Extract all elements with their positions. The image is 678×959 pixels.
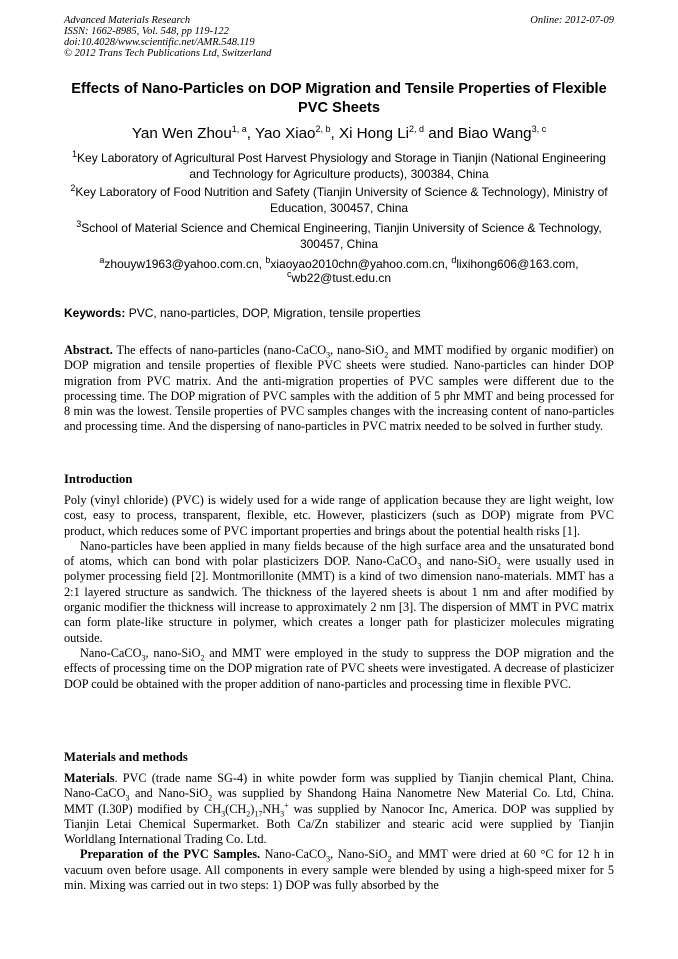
paragraph-text: and Nano-SiO xyxy=(129,786,209,801)
subscript: 2 xyxy=(200,653,205,663)
subsection-label: Materials xyxy=(64,771,115,785)
journal-header xyxy=(64,15,271,59)
affiliation-text: School of Material Science and Chemical Engineering, Tianjin University of Science & Technology, 300457, China xyxy=(81,221,602,251)
author-name: Xi Hong Li xyxy=(338,125,410,142)
subscript: 2 xyxy=(496,561,501,571)
email-list xyxy=(64,257,614,285)
subscript: 3 xyxy=(221,809,226,819)
email-b: xiaoyao2010chn@yahoo.com.cn, xyxy=(270,257,448,271)
subscript: 3 xyxy=(125,793,130,803)
author-conjunction: and xyxy=(428,125,454,142)
doi-line: doi:10.4028/www.scientific.net/AMR.548.119 xyxy=(64,37,255,48)
paragraph xyxy=(64,847,614,893)
email-mark: d xyxy=(451,255,457,265)
paragraph-text: Nano-CaCO xyxy=(260,847,327,862)
paragraph-text: were usually used in polymer processing field [2]. Montmorillonite (MMT) is a kind of two dimension nano-materials. MMT has a 2:1 layered structure as sandwich. The thickness of the layered sheets is about 1 nm and after modified by organic modifier the thickness will increase to approximately 2 nm [3]. The dispersion of MMT in PVC matrix can form plate-like structure in polymer, which creates a longer path for plasticizer molecules migrating outside. xyxy=(64,554,614,645)
paragraph-text: and MMT were dried at 60 °C for 12 h in vacuum oven before usage. All components in every sample were blended by using a high-speed mixer for 5 min. Mixing was carried out in two steps: 1) DOP was fully absorbed by the xyxy=(64,847,615,893)
abstract-text: The effects of nano-particles (nano-CaCO xyxy=(116,343,327,357)
abstract-label: Abstract. xyxy=(64,343,113,357)
keywords-label: Keywords: xyxy=(64,306,126,320)
author-name: Yao Xiao xyxy=(254,125,316,142)
subscript: 3 xyxy=(417,561,422,571)
author-affiliation-mark: 3, c xyxy=(531,123,547,134)
affiliation-text: Key Laboratory of Food Nutrition and Safety (Tianjin University of Science & Technology), Ministry of Education, 300457, China xyxy=(75,185,608,215)
affiliation-number: 2 xyxy=(70,183,76,193)
paragraph xyxy=(64,771,614,847)
subscript: 3 xyxy=(280,809,285,819)
keywords-text: PVC, nano-particles, DOP, Migration, tensile properties xyxy=(128,306,421,320)
abstract-text: , nano-SiO xyxy=(330,343,385,357)
subscript: 3 xyxy=(326,854,331,864)
paragraph-text: was supplied by Nanocor Inc, America. DOP was supplied by Tianjin Letai Chemical Supermarket. Both Ca/Zn stabilizer and stearic acid were supplied by Tianjin Worldlang International Trading Co. Ltd. xyxy=(64,801,614,847)
affiliation-number: 1 xyxy=(72,149,78,159)
paragraph xyxy=(64,646,614,692)
paragraph-text: and nano-SiO xyxy=(421,554,497,569)
author-affiliation-mark: 2, d xyxy=(409,123,425,134)
author-affiliation-mark: 2, b xyxy=(315,123,331,134)
issn-line: ISSN: 1662-8985, Vol. 548, pp 119-122 xyxy=(64,26,229,37)
author-list: Yan Wen Zhou$^{1, a}$, Yao Xiao$^{2, b}$, Xi Hong Li$^{2, d}$ and Biao Wang$^{3, c}$ xyxy=(131,123,547,142)
affiliation-text: Key Laboratory of Agricultural Post Harvest Physiology and Storage in Tianjin (National Engineering and Technology for Agriculture products), 300384, China xyxy=(77,151,606,181)
paragraph-text: NH xyxy=(262,801,281,816)
email-a: zhouyw1963@yahoo.com.cn, xyxy=(104,257,262,271)
email-c: wb22@tust.edu.cn xyxy=(291,271,392,285)
journal-name: Advanced Materials Research xyxy=(64,15,191,26)
author-name: Yan Wen Zhou xyxy=(131,125,232,142)
affiliation-number: 3 xyxy=(76,219,82,229)
affiliation-2 xyxy=(64,184,614,216)
superscript: + xyxy=(284,800,289,810)
paragraph-text: , Nano-SiO xyxy=(330,847,388,862)
email-mark: c xyxy=(286,269,292,279)
paragraph-text: (CH xyxy=(225,801,247,816)
paragraph-text: . PVC (trade name SG-4) in white powder form was supplied by Tianjin chemical Plant, China. Nano-CaCO xyxy=(64,771,614,801)
paragraph-text: , nano-SiO xyxy=(145,645,201,660)
author-name: Biao Wang xyxy=(457,125,532,142)
paragraph-text: Nano-particles have been applied in many fields because of the high surface area and the unsaturated bond of atoms, which can bond with polar plasticizers DOP. Nano-CaCO xyxy=(64,538,614,569)
author-affiliation-mark: 1, a xyxy=(231,123,247,134)
subscript: 3 xyxy=(141,653,146,663)
paragraph: Poly (vinyl chloride) (PVC) is widely used for a wide range of application because they are light weight, low cost, easy to process, transparent, flexible, etc. However, plasticizers (such as DOP) migrate from PVC product, which reduces some of PVC important properties and brings about the potential health risks [1]. xyxy=(64,493,614,538)
paragraph-text: ) xyxy=(250,801,255,816)
keywords xyxy=(64,306,614,320)
methods-body xyxy=(64,771,614,893)
email-d: lixihong606@163.com, xyxy=(456,257,579,271)
paragraph-text: was supplied by Shandong Haina Nanometre New Material Co. Ltd, China. MMT (I.30P) modified by CH xyxy=(64,786,614,816)
methods-heading: Materials and methods xyxy=(64,750,188,764)
subscript: 3 xyxy=(326,350,331,360)
paragraph-text: and MMT were employed in the study to suppress the DOP migration and the effects of processing time on the DOP migration rate of PVC sheets were investigated. A decrease of plasticizer DOP could be obtained with the proper addition of nano-particles and processing time in flexible PVC. xyxy=(64,645,614,691)
subscript: 2 xyxy=(384,350,389,360)
copyright-line: © 2012 Trans Tech Publications Ltd, Switzerland xyxy=(64,48,272,59)
online-date: Online: 2012-07-09 xyxy=(530,15,614,26)
paper-title: Effects of Nano-Particles on DOP Migration and Tensile Properties of Flexible PVC Sheets xyxy=(71,81,607,116)
affiliation-3 xyxy=(64,220,614,252)
affiliation-1 xyxy=(64,150,614,182)
introduction-body xyxy=(64,493,614,692)
subscript: 2 xyxy=(246,809,251,819)
subscript: 2 xyxy=(387,854,392,864)
subscript: 2 xyxy=(208,793,213,803)
email-mark: b xyxy=(265,255,271,265)
abstract xyxy=(64,343,614,435)
abstract-text: and MMT modified by organic modifier) on DOP migration and tensile properties of flexible PVC sheets were studied. Nano-particles can hinder DOP migration from PVC matrix. And the anti-migration properties of PVC samples were different due to the processing time. The DOP migration of PVC samples with the addition of 5 phr MMT and being processed for 8 min was the lowest. Tensile properties of PVC samples changes with the increasing content of nano-particles and processing time. And the dispersing of nano-particles in PVC matrix needed to be solved in further study. xyxy=(64,343,614,434)
paragraph xyxy=(64,539,614,646)
email-mark: a xyxy=(99,255,105,265)
subsection-label: Preparation of the PVC Samples. xyxy=(80,847,261,862)
introduction-heading: Introduction xyxy=(64,472,133,486)
subscript: 17 xyxy=(254,809,263,819)
paragraph-text: Nano-CaCO xyxy=(80,645,142,660)
